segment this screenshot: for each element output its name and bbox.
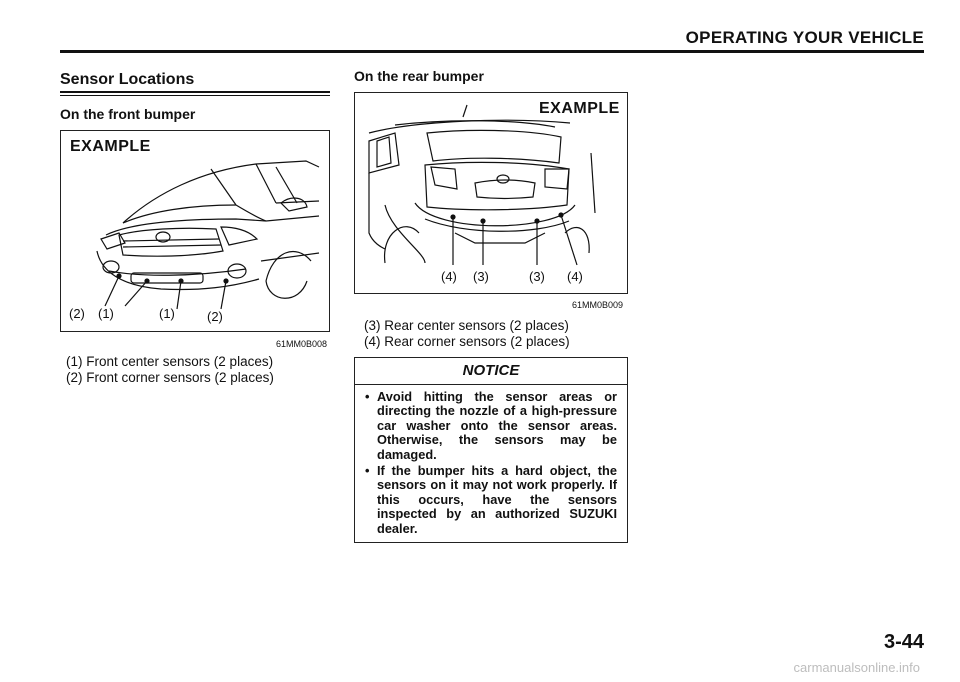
front-caption-2: (2) Front corner sensors (2 places) — [66, 370, 274, 385]
notice-item: • If the bumper hits a hard object, the sensors on it may not work properly. If this occurs, have the sensors inspected by an authorized SUZUKI dealer. — [365, 464, 617, 536]
front-callout-1-right: (1) — [159, 306, 175, 321]
notice-list — [365, 390, 617, 536]
front-subheading: On the front bumper — [60, 106, 196, 122]
front-car-illustration — [61, 131, 329, 331]
header-rule — [60, 50, 924, 53]
section-rule-thin — [60, 95, 330, 96]
rear-figure-code: 61MM0B009 — [572, 300, 624, 310]
running-header: OPERATING YOUR VEHICLE — [685, 28, 924, 47]
notice-box — [354, 357, 628, 543]
rear-callout-4-left: (4) — [441, 269, 457, 284]
front-figure-label: EXAMPLE — [70, 138, 151, 155]
notice-item: • Avoid hitting the sensor areas or directing the nozzle of a high-pressure car washer onto the sensor areas. Otherwise, the sensors may be damaged. — [365, 390, 617, 462]
rear-caption-2: (4) Rear corner sensors (2 places) — [364, 334, 570, 349]
front-callout-1-left: (1) — [98, 306, 114, 321]
notice-heading: NOTICE — [355, 358, 627, 385]
section-rule — [60, 91, 330, 93]
rear-callout-3-left: (3) — [473, 269, 489, 284]
rear-subheading: On the rear bumper — [354, 68, 484, 84]
page-number: 3-44 — [883, 631, 924, 653]
rear-car-illustration — [355, 93, 627, 293]
front-callout-2-right: (2) — [207, 309, 223, 324]
rear-callout-3-right: (3) — [529, 269, 545, 284]
front-callout-2-left: (2) — [69, 306, 85, 321]
front-bumper-figure — [60, 130, 330, 332]
rear-bumper-figure — [354, 92, 628, 294]
rear-figure-label: EXAMPLE — [539, 100, 620, 117]
front-caption-1: (1) Front center sensors (2 places) — [66, 354, 274, 369]
watermark: carmanualsonline.info — [793, 660, 920, 675]
section-title: Sensor Locations — [60, 71, 195, 88]
rear-caption-1: (3) Rear center sensors (2 places) — [364, 318, 569, 333]
rear-callout-4-right: (4) — [567, 269, 583, 284]
front-figure-code: 61MM0B008 — [276, 339, 328, 349]
